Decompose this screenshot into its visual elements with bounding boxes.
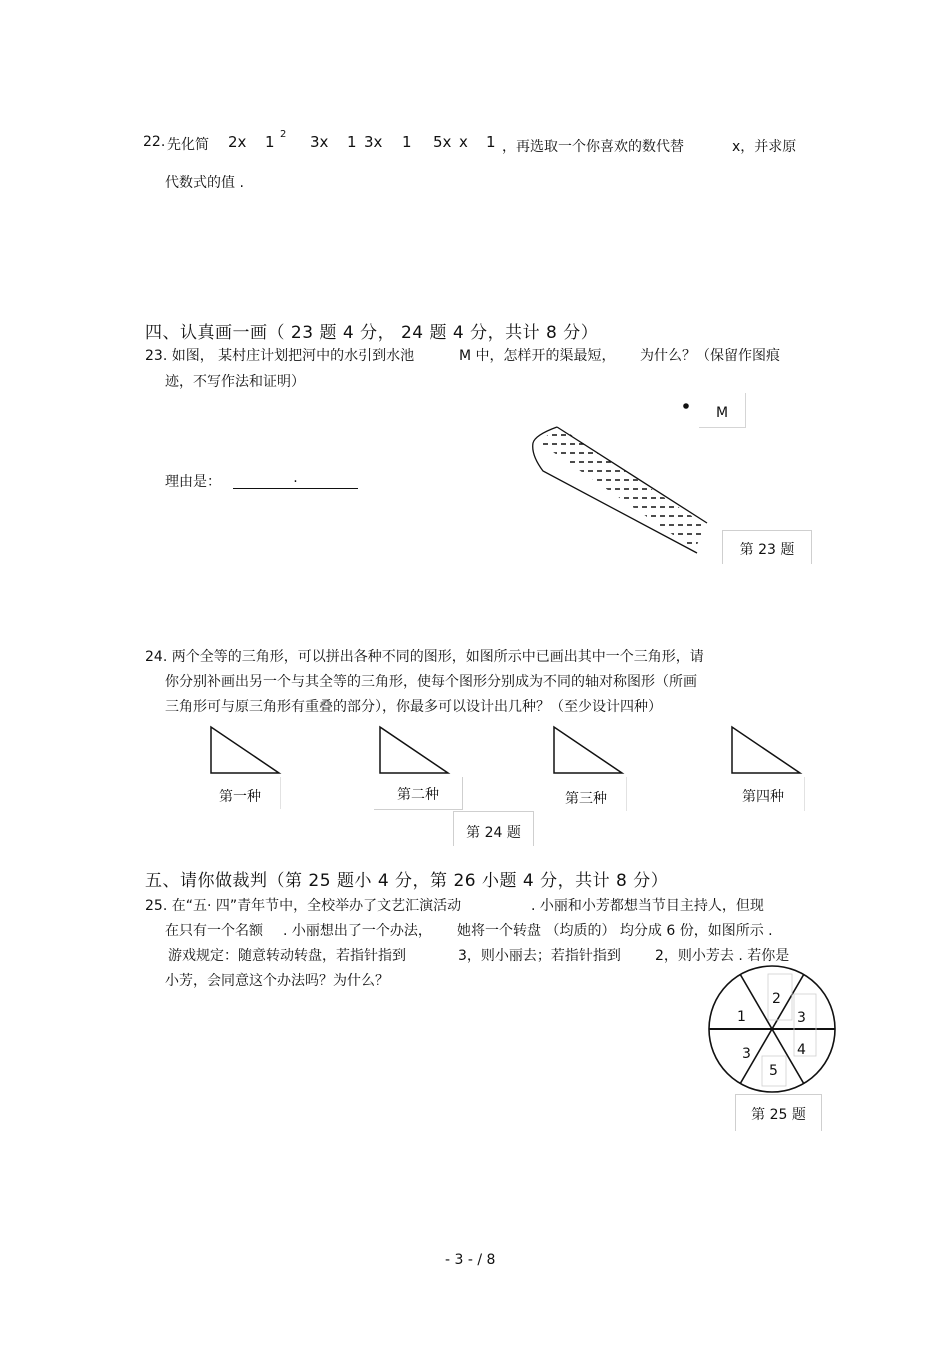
sector-label-1: 1: [737, 1009, 746, 1025]
q22-expr-c: 3x: [310, 133, 329, 151]
q24-label-4: 第四种: [722, 777, 805, 811]
pool-m-label: M: [699, 393, 746, 428]
q25-line1: 25. 在“五· 四”青年节中，全校举办了文艺汇演活动: [145, 898, 462, 914]
spinner-wheel: [704, 964, 840, 1100]
q22-expr-d: 1: [347, 133, 357, 151]
q25-line3b: 3，则小丽去；若指针指到: [458, 948, 621, 964]
q25-caption: 第 25 题: [735, 1094, 822, 1131]
q24-line2: 你分别补画出另一个与其全等的三角形，使每个图形分别成为不同的轴对称图形（所画: [165, 674, 697, 690]
triangle-4: [729, 725, 804, 777]
q22-expr-b: 1: [265, 133, 275, 151]
sector-label-2: 2: [772, 991, 781, 1007]
q22-expr-a: 2x: [228, 133, 247, 151]
q25-line2c: 她将一个转盘 （均质的） 均分成 6 份，如图所示 .: [457, 923, 773, 939]
q22-var: x，并求原: [732, 139, 797, 155]
section4-title: 四、认真画一画（ 23 题 4 分， 24 题 4 分，共计 8 分）: [145, 323, 599, 343]
q22-number: 22.: [143, 134, 166, 150]
pool-dot-icon: [682, 402, 690, 410]
sector-label-3b: 3: [742, 1046, 751, 1062]
q22-expr-h: x: [459, 133, 468, 151]
q22-expr-e: 3x: [364, 133, 383, 151]
river-figure: [525, 425, 715, 565]
q22-expr-i: 1: [486, 133, 496, 151]
page-number: - 3 - / 8: [445, 1252, 496, 1268]
q25-line2a: 在只有一个名额: [165, 923, 263, 939]
sector-label-5: 5: [769, 1063, 778, 1079]
q22-tail: ，再选取一个你喜欢的数代替: [502, 139, 684, 155]
q22-expr-exp: 2: [280, 129, 287, 140]
sector-label-3a: 3: [797, 1010, 806, 1026]
triangle-3: [551, 725, 626, 777]
q23-line2: 迹，不写作法和证明）: [165, 374, 305, 390]
q23-reason-label: 理由是：: [165, 474, 221, 490]
q25-line1b: . 小丽和小芳都想当节目主持人，但现: [531, 898, 764, 914]
triangle-1: [208, 725, 283, 777]
q25-line4: 小芳，会同意这个办法吗？为什么？: [165, 973, 389, 989]
q24-label-3: 第三种: [546, 777, 627, 811]
q23-m: M 中，怎样开的渠最短，: [459, 348, 616, 364]
q24-label-2: 第二种: [374, 777, 463, 810]
q25-line3c: 2，则小芳去 . 若你是: [655, 948, 790, 964]
q24-line3: 三角形可与原三角形有重叠的部分），你最多可以设计出几种？（至少设计四种）: [165, 699, 662, 715]
q23-why: 为什么？（保留作图痕: [640, 348, 780, 364]
q24-caption: 第 24 题: [453, 811, 534, 846]
q24-line1: 24. 两个全等的三角形，可以拼出各种不同的图形，如图所示中已画出其中一个三角形，请: [145, 649, 704, 665]
q24-label-1: 第一种: [200, 777, 281, 809]
section5-title: 五、请你做裁判（第 25 题小 4 分，第 26 小题 4 分，共计 8 分）: [145, 871, 669, 891]
q22-line2: 代数式的值 .: [165, 175, 244, 191]
q23-line1: 23. 如图， 某村庄计划把河中的水引到水池: [145, 348, 415, 364]
q22-intro: 先化简: [167, 137, 209, 153]
q25-line3a: 游戏规定：随意转动转盘，若指针指到: [168, 948, 406, 964]
sector-label-4: 4: [797, 1042, 806, 1058]
q22-expr-f: 1: [402, 133, 412, 151]
triangle-2: [377, 725, 452, 777]
q25-line2b: . 小丽想出了一个办法，: [283, 923, 432, 939]
q23-caption: 第 23 题: [722, 530, 812, 564]
q22-expr-g: 5x: [433, 133, 452, 151]
q23-reason-blank[interactable]: .: [233, 470, 358, 489]
